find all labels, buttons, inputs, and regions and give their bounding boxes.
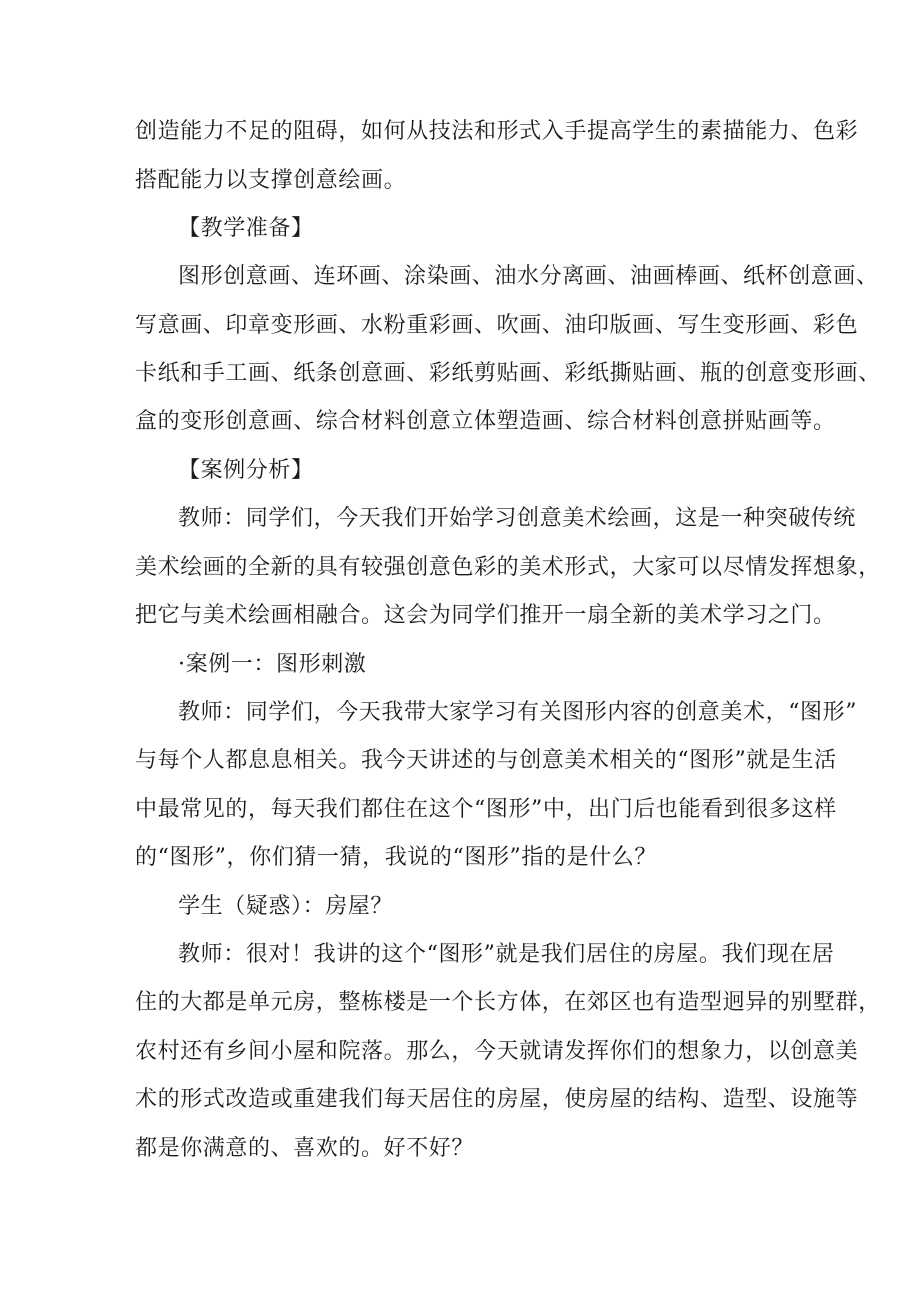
teacher-answer-line-3: 农村还有乡间小屋和院落。那么，今天就请发挥你们的想象力，以创意美 <box>135 1039 859 1064</box>
teacher-answer-line-1: 教师：很对！我讲的这个“图形”就是我们居住的房屋。我们现在居 <box>178 942 835 967</box>
teacher-intro-line-1: 教师：同学们，今天我们开始学习创意美术绘画，这是一种突破传统 <box>178 506 857 531</box>
teaching-prep-line-2: 写意画、印章变形画、水粉重彩画、吹画、油印版画、写生变形画、彩色 <box>135 313 859 338</box>
teacher-answer-line-5: 都是你满意的、喜欢的。好不好？ <box>135 1136 475 1161</box>
intro-line-2: 搭配能力以支撑创意绘画。 <box>135 168 407 193</box>
teacher-question-line-1: 教师：同学们，今天我带大家学习有关图形内容的创意美术，“图形” <box>178 700 858 725</box>
teaching-prep-heading: 【教学准备】 <box>178 216 314 241</box>
teacher-answer-line-2: 住的大都是单元房，整栋楼是一个长方体，在郊区也有造型迥异的别墅群， <box>135 990 881 1015</box>
teacher-answer-line-4: 术的形式改造或重建我们每天居住的房屋，使房屋的结构、造型、设施等 <box>135 1087 859 1112</box>
student-answer: 学生（疑惑）：房屋？ <box>178 894 394 919</box>
teaching-prep-line-1: 图形创意画、连环画、涂染画、油水分离画、油画棒画、纸杯创意画、 <box>178 264 879 289</box>
teacher-intro-line-2: 美术绘画的全新的具有较强创意色彩的美术形式，大家可以尽情发挥想象， <box>135 555 881 580</box>
teacher-question-line-2: 与每个人都息息相关。我今天讲述的与创意美术相关的“图形”就是生活 <box>135 748 837 773</box>
teaching-prep-line-3: 卡纸和手工画、纸条创意画、彩纸剪贴画、彩纸撕贴画、瓶的创意变形画、 <box>135 361 881 386</box>
intro-line-1: 创造能力不足的阻碍，如何从技法和形式入手提高学生的素描能力、色彩 <box>135 119 859 144</box>
teacher-question-line-4: 的“图形”，你们猜一猜，我说的“图形”指的是什么？ <box>135 845 657 870</box>
teacher-question-line-3: 中最常见的，每天我们都住在这个“图形”中，出门后也能看到很多这样 <box>135 797 837 822</box>
case-analysis-heading: 【案例分析】 <box>178 458 314 483</box>
teaching-prep-line-4: 盒的变形创意画、综合材料创意立体塑造画、综合材料创意拼贴画等。 <box>135 409 836 434</box>
case-one-title: ·案例一：图形刺激 <box>178 652 367 677</box>
teacher-intro-line-3: 把它与美术绘画相融合。这会为同学们推开一扇全新的美术学习之门。 <box>135 603 836 628</box>
